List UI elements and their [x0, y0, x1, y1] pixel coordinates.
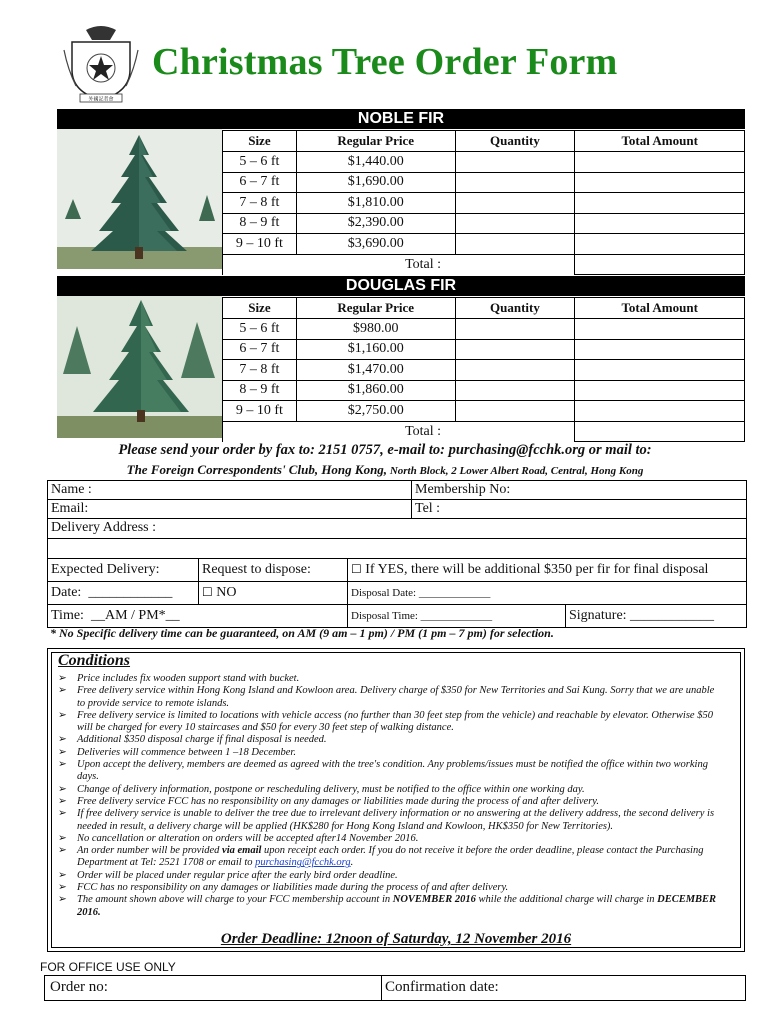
douglas-fir-price-table [222, 297, 745, 442]
total-label: Total : [405, 256, 442, 272]
price-cell: $1,690.00 [296, 172, 455, 193]
arrow-bullet-icon: ➢ [58, 673, 67, 684]
list-item: ➢ FCC has no responsibility on any damages or liabilities made during the process of and after delivery. [58, 882, 509, 894]
disposal-time-field[interactable]: Disposal Time: _____________ [347, 605, 569, 627]
size-cell: 9 – 10 ft [223, 234, 297, 255]
purchasing-email-link[interactable]: purchasing@fcchk.org [255, 857, 351, 869]
size-cell: 7 – 8 ft [223, 360, 297, 381]
size-cell: 5 – 6 ft [223, 319, 297, 340]
office-use-label: FOR OFFICE USE ONLY [40, 960, 176, 974]
date-field[interactable]: ____________ [88, 585, 173, 600]
quantity-field[interactable] [455, 234, 575, 255]
table-row [223, 401, 745, 422]
total-amount-field[interactable] [575, 152, 745, 173]
list-item: ➢ Upon accept the delivery, members are deemed as agreed with the tree's condition. Any problems/issues must be notified the office within two working days. [58, 759, 708, 783]
order-no-field[interactable]: Order no: [50, 979, 108, 995]
quantity-field[interactable] [455, 213, 575, 234]
list-item: ➢ Deliveries will commence between 1 –18 December. [58, 746, 296, 758]
expected-delivery-label: Expected Delivery: [51, 562, 160, 577]
list-item: ➢ Free delivery service within Hong Kong Island and Kowloon area. Delivery charge of $350 for New Territories and Sai Kung. Sorry that we are unable to provide service to remote islands. [58, 685, 715, 709]
request-dispose-label: Request to dispose: [198, 559, 350, 581]
quantity-field[interactable] [455, 193, 575, 214]
arrow-bullet-icon: ➢ [58, 894, 67, 906]
confirmation-date-field[interactable]: Confirmation date: [381, 976, 745, 1000]
quantity-field[interactable] [455, 380, 575, 401]
membership-no-field[interactable]: Membership No: [411, 481, 746, 499]
col-size: Size [223, 298, 297, 319]
total-amount-field[interactable] [575, 339, 745, 360]
table-row [223, 380, 745, 401]
arrow-bullet-icon: ➢ [58, 882, 67, 894]
col-regular-price: Regular Price [296, 298, 455, 319]
total-amount-field[interactable] [575, 193, 745, 214]
price-cell: $980.00 [296, 319, 455, 340]
size-cell: 6 – 7 ft [223, 339, 297, 360]
total-row [223, 421, 745, 442]
quantity-field[interactable] [455, 360, 575, 381]
table-row [223, 234, 745, 255]
list-item: ➢ Free delivery service is limited to locations with vehicle access (no further than 30 feet step from the vehicle) and reachable by elevator. Otherwise $50 will be charged for every 10 staircases and $50 for every 30 feet step of walking distance. [58, 709, 713, 734]
arrow-bullet-icon: ➢ [58, 734, 67, 746]
grand-total-field[interactable] [575, 421, 745, 442]
arrow-bullet-icon: ➢ [58, 709, 67, 721]
total-amount-field[interactable] [575, 401, 745, 422]
col-quantity: Quantity [455, 131, 575, 152]
quantity-field[interactable] [455, 339, 575, 360]
quantity-field[interactable] [455, 319, 575, 340]
club-crest-logo [58, 20, 144, 106]
table-row [223, 152, 745, 173]
dispose-yes-option[interactable]: ☐ If YES, there will be additional $350 per fir for final disposal [347, 559, 746, 581]
size-cell: 5 – 6 ft [223, 152, 297, 173]
total-amount-field[interactable] [575, 172, 745, 193]
delivery-address-field[interactable]: Delivery Address : [51, 520, 156, 535]
arrow-bullet-icon: ➢ [58, 832, 67, 844]
price-cell: $1,470.00 [296, 360, 455, 381]
arrow-bullet-icon: ➢ [58, 808, 67, 820]
table-row [223, 193, 745, 214]
size-cell: 6 – 7 ft [223, 172, 297, 193]
grand-total-field[interactable] [575, 254, 745, 275]
list-item: ➢ If free delivery service is unable to deliver the tree due to irrelevant delivery information or no answering at the delivery address, the second delivery is needed in result, a delivery charge will be applied (HK$280 for Hong Kong Island and Kowloon, HK$350 for New Territories). [58, 808, 715, 832]
total-amount-field[interactable] [575, 213, 745, 234]
conditions-heading: Conditions [58, 652, 131, 669]
delivery-address-line-2[interactable] [48, 539, 746, 559]
tel-field[interactable]: Tel : [411, 500, 746, 518]
total-amount-field[interactable] [575, 380, 745, 401]
list-item: ➢ Change of delivery information, postpone or rescheduling delivery, must be notified to the office within one working day. [58, 783, 585, 795]
col-size: Size [223, 131, 297, 152]
size-cell: 9 – 10 ft [223, 401, 297, 422]
price-cell: $1,440.00 [296, 152, 455, 173]
conditions-box [47, 648, 745, 952]
noble-fir-heading: NOBLE FIR [57, 109, 745, 129]
quantity-field[interactable] [455, 152, 575, 173]
arrow-bullet-icon: ➢ [58, 783, 67, 795]
noble-fir-price-table [222, 130, 745, 275]
size-cell: 7 – 8 ft [223, 193, 297, 214]
quantity-field[interactable] [455, 172, 575, 193]
table-row [223, 339, 745, 360]
arrow-bullet-icon: ➢ [58, 746, 67, 758]
total-row [223, 254, 745, 275]
arrow-bullet-icon: ➢ [58, 845, 67, 857]
price-cell: $1,810.00 [296, 193, 455, 214]
delivery-time-note: * No Specific delivery time can be guaranteed, on AM (9 am – 1 pm) / PM (1 pm – 7 pm) for selection. [50, 626, 554, 640]
table-row [223, 213, 745, 234]
quantity-field[interactable] [455, 401, 575, 422]
mailing-address: The Foreign Correspondents' Club, Hong Kong, North Block, 2 Lower Albert Road, Central, Hong Kong [126, 462, 644, 477]
arrow-bullet-icon: ➢ [58, 685, 67, 697]
total-amount-field[interactable] [575, 234, 745, 255]
list-item: ➢ Additional $350 disposal charge if final disposal is needed. [58, 734, 327, 746]
time-field[interactable]: __AM / PM*__ [90, 608, 180, 623]
table-row [223, 319, 745, 340]
col-quantity: Quantity [455, 298, 575, 319]
checkbox-icon[interactable]: ☐ [202, 585, 213, 599]
douglas-fir-photo [57, 296, 222, 438]
disposal-date-field[interactable]: Disposal Date: _____________ [347, 582, 746, 604]
member-details-form [47, 480, 747, 628]
total-label: Total : [405, 423, 442, 439]
table-row [223, 172, 745, 193]
total-amount-field[interactable] [575, 360, 745, 381]
arrow-bullet-icon: ➢ [58, 759, 67, 771]
email-field[interactable]: Email: [51, 501, 89, 516]
col-total-amount: Total Amount [575, 298, 745, 319]
total-amount-field[interactable] [575, 319, 745, 340]
size-cell: 8 – 9 ft [223, 380, 297, 401]
list-item: ➢ An order number will be provided via email upon receipt each order. If you do not receive it before the order deadline, please contact the Purchasing Department at Tel: 2521 1708 or email to purchasing@fcchk.org. [58, 845, 704, 869]
price-cell: $1,860.00 [296, 380, 455, 401]
signature-field[interactable]: Signature: ____________ [565, 605, 746, 627]
dispose-no-option[interactable]: ☐ NO [198, 582, 350, 604]
price-cell: $2,390.00 [296, 213, 455, 234]
list-item: ➢ The amount shown above will charge to your FCC membership account in NOVEMBER 2016 while the additional charge will charge in DECEMBER 2016. [58, 894, 717, 918]
douglas-fir-heading: DOUGLAS FIR [57, 276, 745, 296]
list-item: ➢ Free delivery service FCC has no responsibility on any damages or liabilities made during the process of and after delivery. [58, 795, 599, 807]
name-field[interactable]: Name : [51, 482, 92, 497]
col-regular-price: Regular Price [296, 131, 455, 152]
submission-instructions: Please send your order by fax to: 2151 0757, e-mail to: purchasing@fcchk.org or mail to: [118, 442, 652, 458]
list-item: ➢ No cancellation or alteration on orders will be accepted after14 November 2016. [58, 832, 419, 844]
office-use-box [44, 975, 746, 1001]
page-title: Christmas Tree Order Form [152, 41, 618, 83]
price-cell: $1,160.00 [296, 339, 455, 360]
conditions-list [58, 673, 724, 919]
col-total-amount: Total Amount [575, 131, 745, 152]
svg-text:外國記者會: 外國記者會 [88, 96, 114, 103]
order-deadline: Order Deadline: 12noon of Saturday, 12 November 2016 [220, 931, 572, 947]
date-label: Date: [51, 585, 82, 600]
price-cell: $2,750.00 [296, 401, 455, 422]
table-row [223, 360, 745, 381]
list-item: ➢ Order will be placed under regular price after the early bird order deadline. [58, 869, 398, 881]
noble-fir-photo [57, 129, 222, 269]
size-cell: 8 – 9 ft [223, 213, 297, 234]
list-item: ➢ Price includes fix wooden support stand with bucket. [58, 673, 300, 684]
checkbox-icon[interactable]: ☐ [351, 562, 362, 576]
price-cell: $3,690.00 [296, 234, 455, 255]
time-label: Time: [51, 608, 84, 623]
arrow-bullet-icon: ➢ [58, 869, 67, 881]
arrow-bullet-icon: ➢ [58, 795, 67, 807]
